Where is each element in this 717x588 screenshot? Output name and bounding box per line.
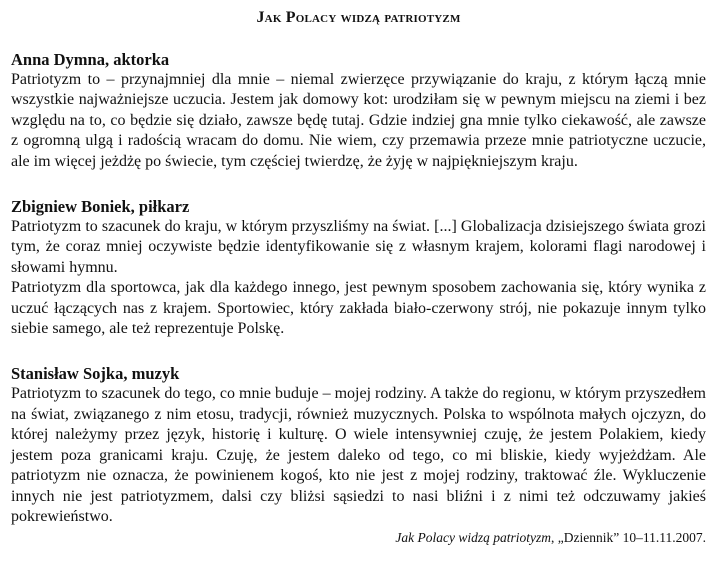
section-stanislaw-sojka xyxy=(11,363,706,527)
source-title: Jak Polacy widzą patriotyzm xyxy=(395,530,552,546)
author-name: Stanisław Sojka, muzyk xyxy=(11,364,180,384)
paragraph: Patriotyzm to – przynajmniej dla mnie – niemal zwierzęce przywiązanie do kraju, z którym łączą mnie wszystkie najważniejsze uczucia. Jestem jak domowy kot: urodziłam się w pewnym miejscu na ziemi i bez względu na to, co będzie się działo, zawsze będę tutaj. Gdzie indziej gna mnie tylko ciekawość, ale zawsze z ogromną ulgą i radością wracam do domu. Nie wiem, czy przemawia przeze mnie patriotyczne uczucie, ale im więcej jeżdżę po świecie, tym częściej twierdzę, że żyję w najpiękniejszym kraju. xyxy=(11,71,706,170)
section-anna-dymna xyxy=(11,49,706,172)
paragraph: Patriotyzm dla sportowca, jak dla każdego innego, jest pewnym sposobem zachowania się, który wynika z uczuć łączących nas z krajem. Sportowiec, który zakłada biało-czerwony strój, nie pokazuje innym tylko siebie samego, ale też reprezentuje Polskę. xyxy=(11,279,706,338)
document-title: Jak Polacy widzą patriotyzm xyxy=(256,9,461,26)
paragraph: Patriotyzm to szacunek do tego, co mnie buduje – mojej rodziny. A także do regionu, w którym przyszedłem na świat, związanego z nim etosu, tradycji, również muzycznych. Polska to wspólnota małych ojczyzn, do której należymy przez język, historię i kulturę. O wiele intensywniej czuję, że jestem Polakiem, kiedy jestem poza granicami kraju. Czuję, że jestem daleko od tego, co mi bliskie, kiedy wyjeżdżam. Ale patriotyzm nie oznacza, że powinienem kogoś, kto nie jest z mojej rodziny, traktować źle. Wykluczenie innych nie jest patriotyzmem, dalsi czy bliżsi sąsiedzi to nasi bliźni i z nimi też odczuwamy jakieś pokrewieństwo. xyxy=(11,385,706,525)
source-details: , „Dziennik” 10–11.11.2007. xyxy=(551,530,706,546)
document-page xyxy=(11,0,706,546)
author-name: Anna Dymna, aktorka xyxy=(11,50,170,69)
section-zbigniew-boniek xyxy=(11,196,706,339)
author-name: Zbigniew Boniek, piłkarz xyxy=(11,197,190,217)
source-citation xyxy=(11,529,706,546)
paragraph: Patriotyzm to szacunek do kraju, w którym przyszliśmy na świat. [...] Globalizacja dzisiejszego świata grozi tym, że coraz mniej oczywiste będzie identyfikowanie się z własnym krajem, kolorami flagi narodowej i słowami hymnu. xyxy=(11,218,706,276)
